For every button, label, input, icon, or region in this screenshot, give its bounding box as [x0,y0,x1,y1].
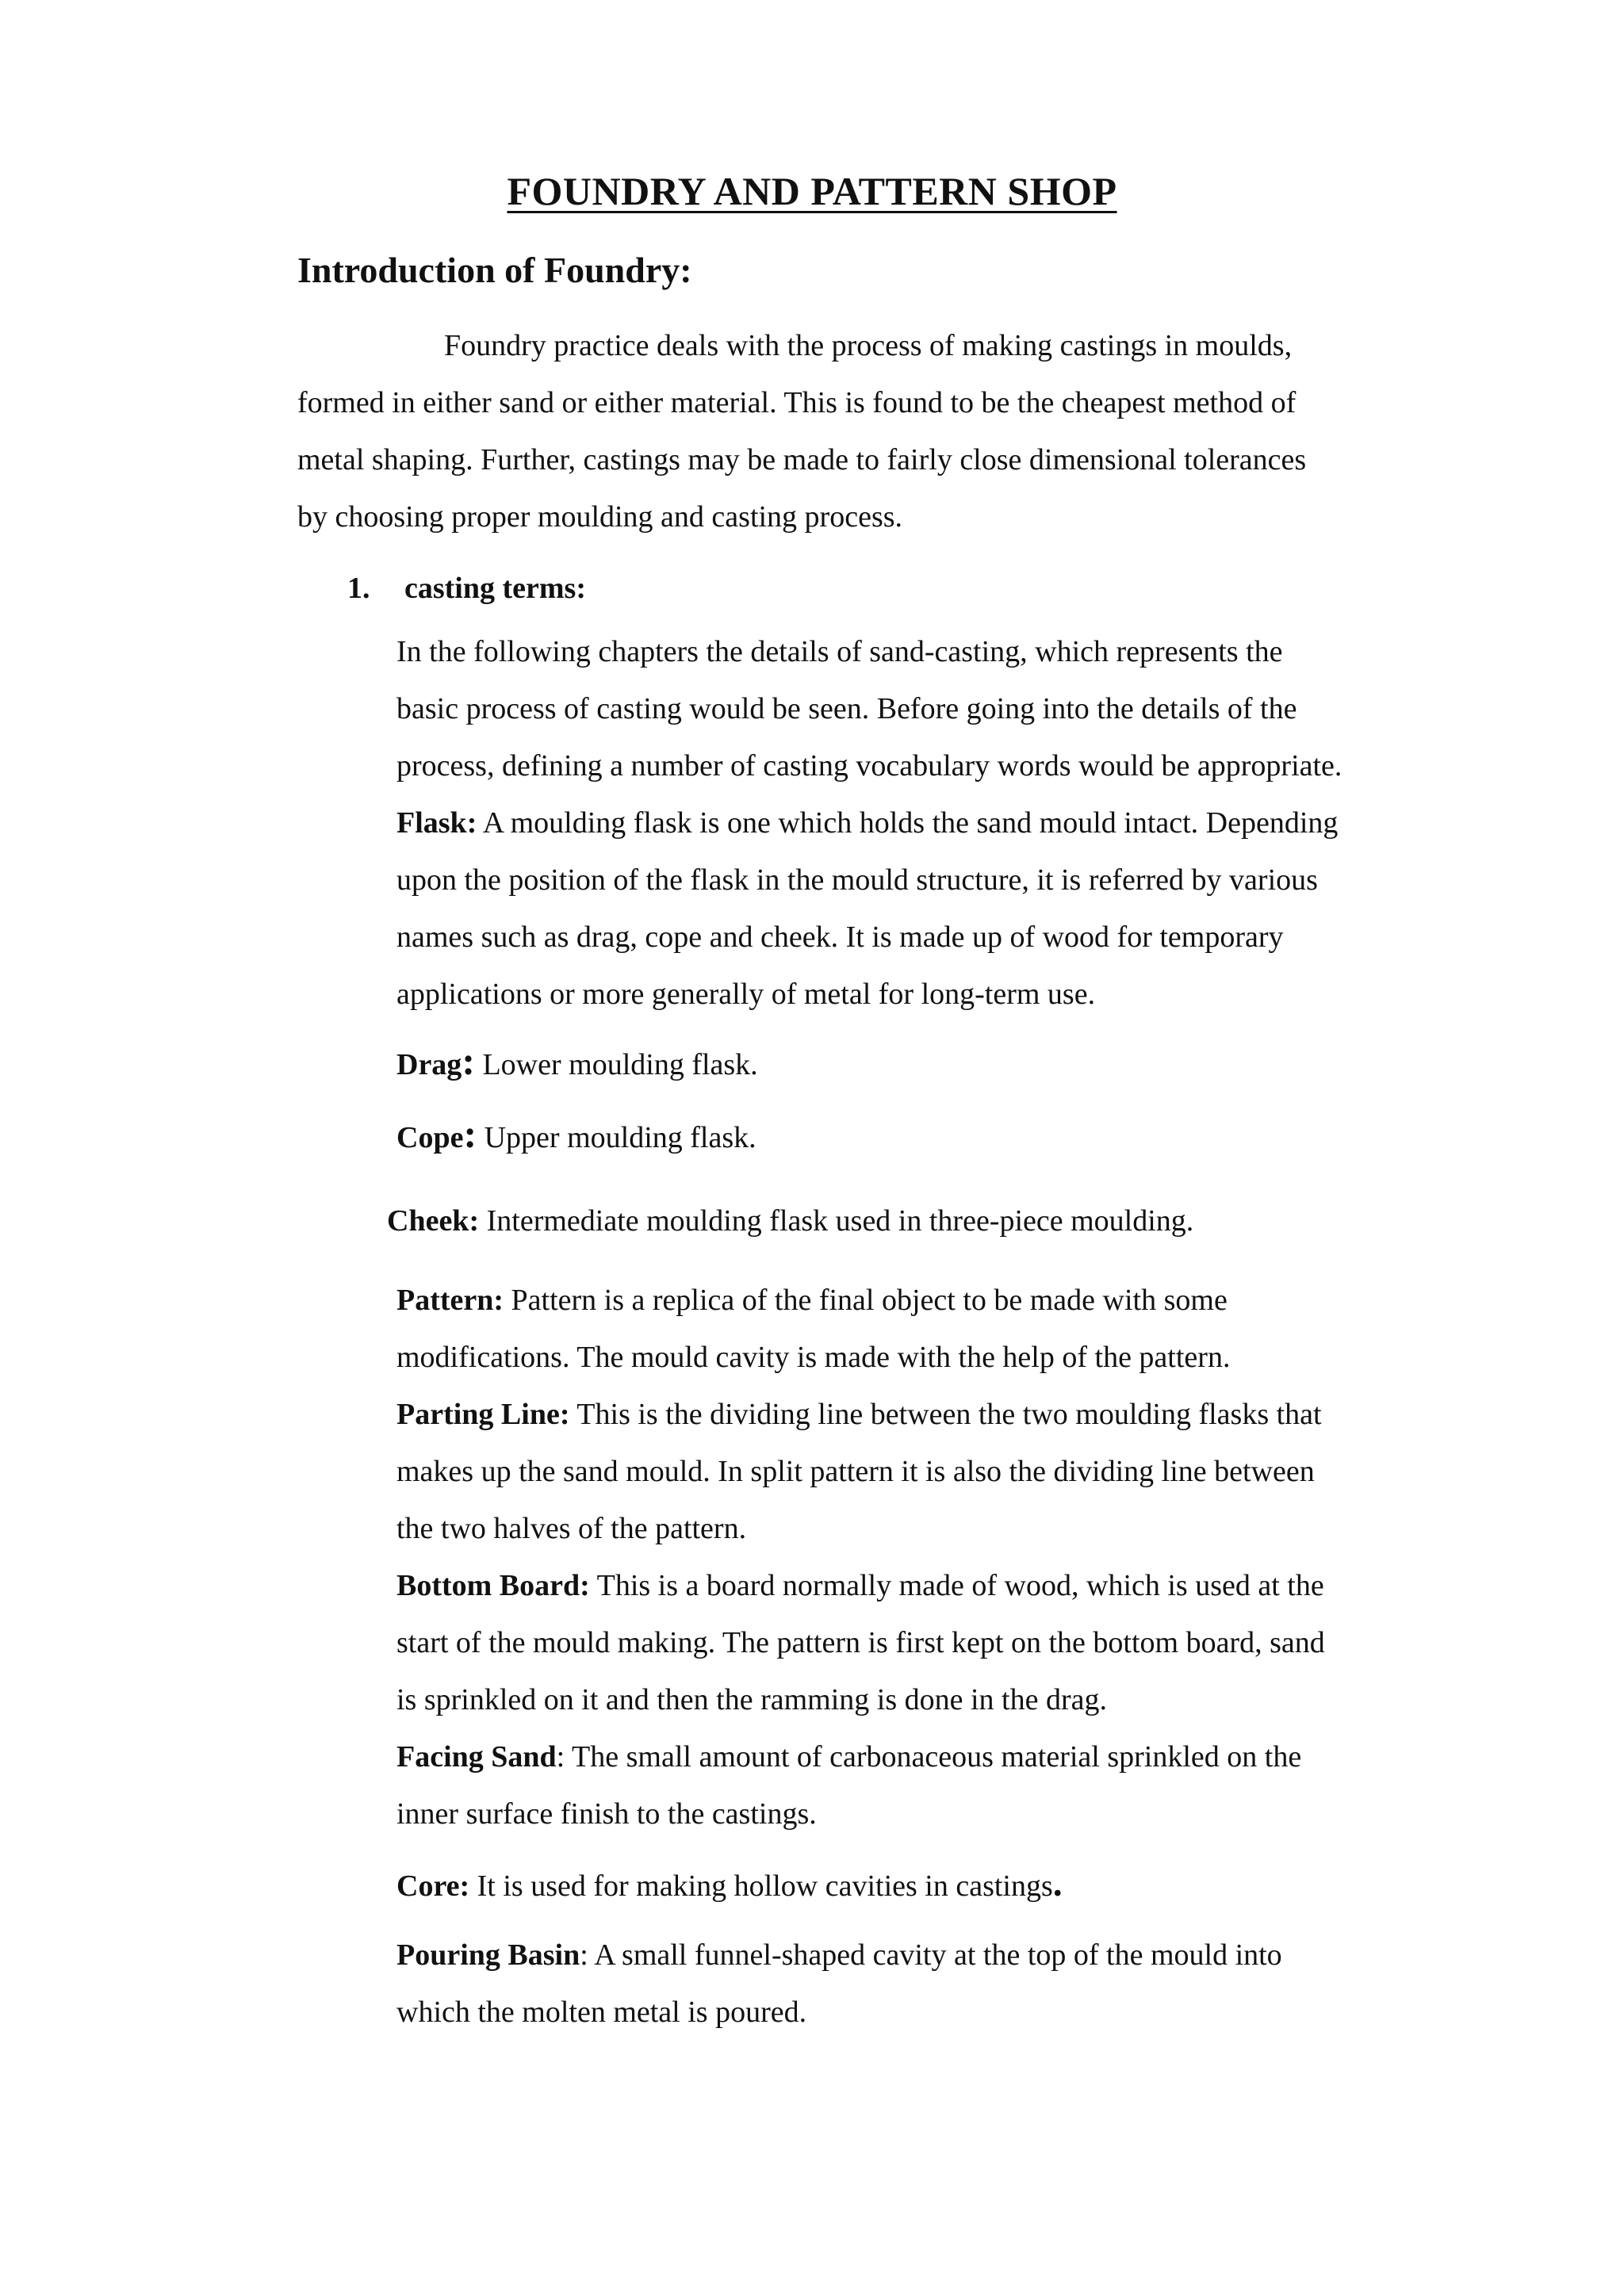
cheek-definition [387,1192,1497,1249]
parting-line-term: Parting Line: [396,1398,570,1431]
parting-line-definition [396,1386,1507,1443]
intro-line: by choosing proper moulding and casting process. [297,500,903,534]
casting-intro-line: basic process of casting would be seen. Before going into the details of the [396,692,1297,725]
intro-line: Foundry practice deals with the process of making castings in moulds, [444,329,1293,362]
flask-line: upon the position of the flask in the mould structure, it is referred by various [396,863,1318,897]
drag-definition [396,1032,1507,1093]
bottom-board-term: Bottom Board: [396,1569,590,1602]
pattern-term: Pattern: [396,1284,504,1317]
pattern-definition [396,1272,1507,1329]
list-item-title: casting terms: [404,572,586,605]
casting-intro-line: process, defining a number of casting vocabulary words would be appropriate. [396,749,1342,783]
core-term: Core: [396,1869,470,1903]
parting-line-text: This is the dividing line between the two moulding flasks that [569,1398,1322,1431]
parting-line-line: makes up the sand mould. In split pattern it is also the dividing line between [396,1455,1315,1488]
pouring-basin-definition [396,1927,1507,2041]
pouring-basin-text: : A small funnel-shaped cavity at the top of the mould into [580,1938,1282,1972]
bottom-board-text: This is a board normally made of wood, which is used at the [589,1569,1324,1602]
casting-terms-block [396,623,1507,1023]
cheek-term: Cheek: [387,1204,480,1238]
cope-term: Cope [396,1121,464,1154]
core-end: . [1052,1862,1063,1904]
pattern-text: Pattern is a replica of the final object to be made with some [504,1284,1228,1317]
core-text: It is used for making hollow cavities in castings [469,1869,1053,1903]
section-heading: Introduction of Foundry: [297,250,692,290]
parting-line-line: the two halves of the pattern. [396,1512,747,1545]
facing-sand-line: inner surface finish to the castings. [396,1797,817,1831]
casting-intro-line: In the following chapters the details of sand-casting, which represents the [396,635,1283,668]
bottom-board-line: start of the mould making. The pattern is first kept on the bottom board, sand [396,1626,1325,1659]
page-title [0,168,1624,214]
flask-text: A moulding flask is one which holds the sand mould intact. Depending [477,806,1339,840]
drag-term: Drag [396,1048,462,1081]
cope-colon: : [463,1112,477,1156]
pattern-terms-block [396,1272,1507,1843]
list-item-heading [347,571,586,606]
facing-sand-text: : The small amount of carbonaceous material sprinkled on the [556,1740,1302,1774]
pattern-line: modifications. The mould cavity is made with the help of the pattern. [396,1341,1231,1374]
intro-line: metal shaping. Further, castings may be made to fairly close dimensional tolerances [297,443,1307,476]
bottom-board-definition [396,1557,1507,1614]
flask-line: applications or more generally of metal for long-term use. [396,978,1096,1011]
facing-sand-definition [396,1728,1507,1785]
intro-paragraph [297,317,1408,545]
pouring-basin-term: Pouring Basin [396,1938,580,1972]
intro-line: formed in either sand or either material. This is found to be the cheapest method of [297,386,1297,419]
flask-term: Flask: [396,806,477,840]
cope-text: Upper moulding flask. [477,1121,756,1154]
cheek-text: Intermediate moulding flask used in three-piece moulding. [479,1204,1194,1238]
drag-colon: : [462,1039,475,1083]
drag-text: Lower moulding flask. [474,1048,758,1081]
facing-sand-term: Facing Sand [396,1740,557,1774]
cope-definition [396,1105,1507,1166]
flask-definition [396,794,1507,851]
flask-line: names such as drag, cope and cheek. It is made up of wood for temporary [396,920,1284,954]
list-item-number: 1. [347,572,370,605]
pouring-basin-line: which the molten metal is poured. [396,1996,807,2029]
page-title-text: FOUNDRY AND PATTERN SHOP [507,169,1117,213]
bottom-board-line: is sprinkled on it and then the ramming is done in the drag. [396,1683,1108,1716]
core-definition [396,1855,1507,1915]
